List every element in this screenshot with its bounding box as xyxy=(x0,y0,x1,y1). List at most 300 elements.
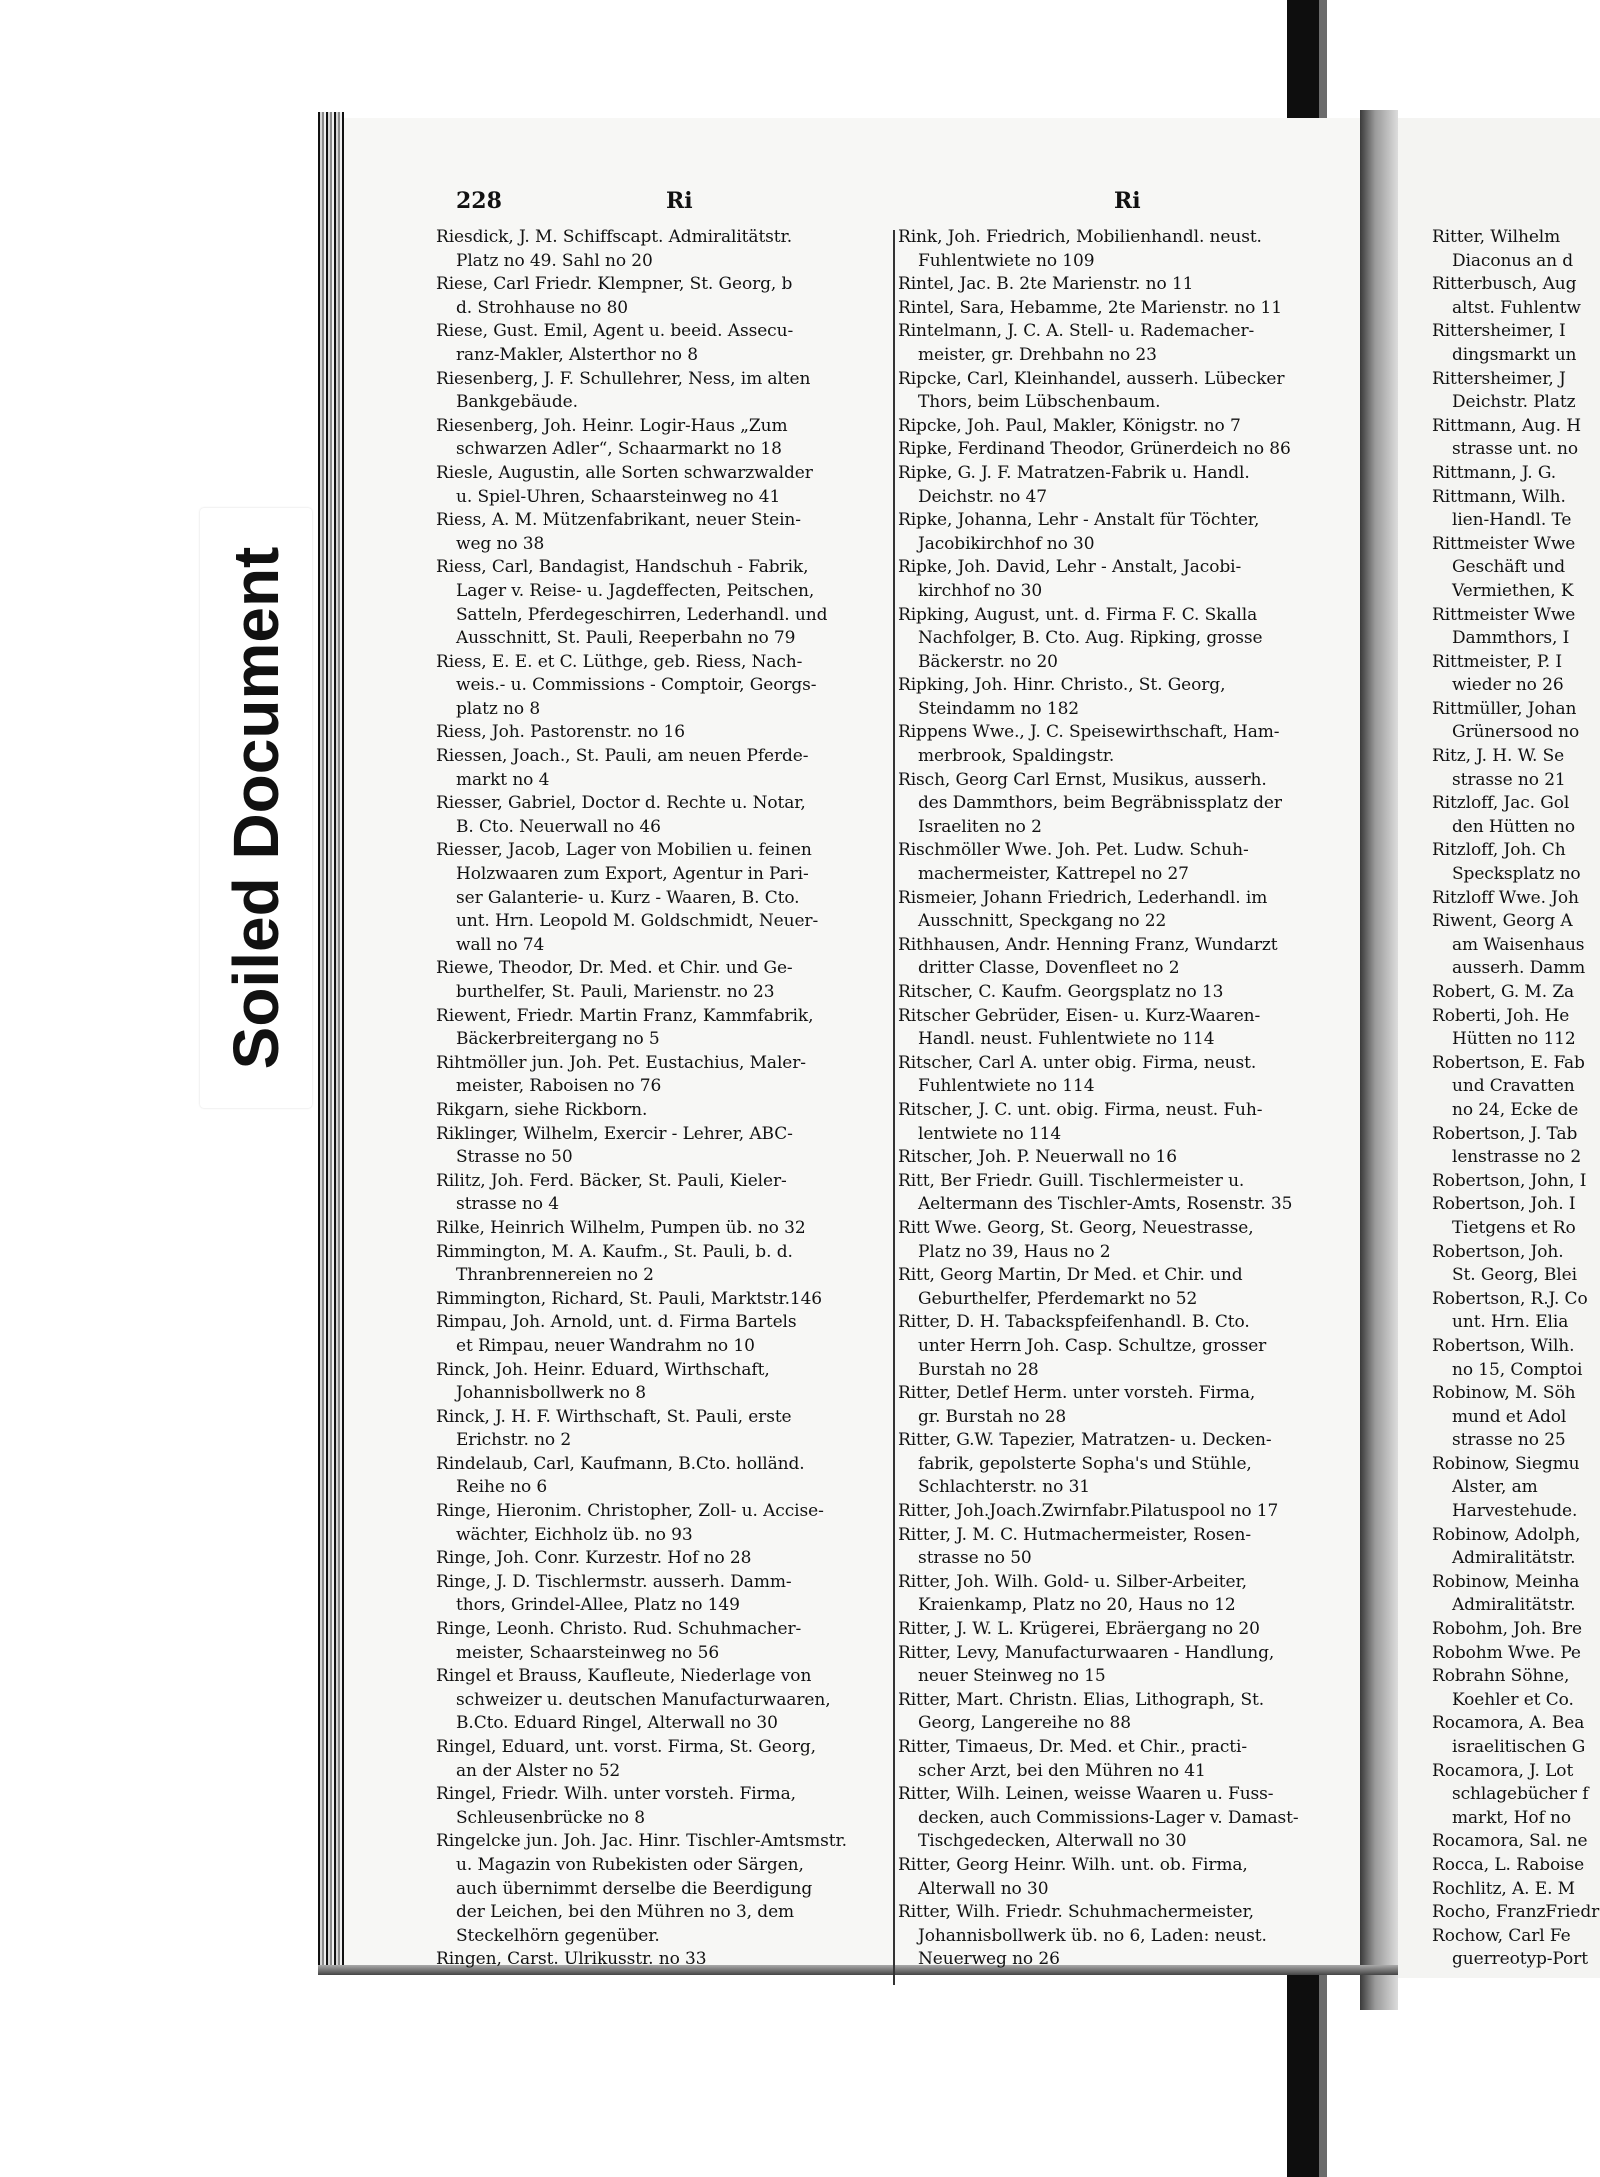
entry-name-line: Rintel, Jac. B. 2te Marienstr. no 11 xyxy=(898,274,1194,295)
entry-name-line: Ripke, Johanna, Lehr - Anstalt für Töchter, xyxy=(898,510,1260,531)
soiled-document-stamp xyxy=(200,508,312,1108)
entry-continuation-line: Bäckerbreitergang no 5 xyxy=(456,1029,660,1050)
entry-continuation-line: B. Cto. Neuerwall no 46 xyxy=(456,816,661,837)
entry-continuation-line: ranz-Makler, Alsterthor no 8 xyxy=(456,344,698,365)
entry-continuation-line: wächter, Eichholz üb. no 93 xyxy=(456,1524,693,1545)
facing-page-line: Admiralitätstr. xyxy=(1452,1548,1576,1569)
directory-entry xyxy=(898,226,1338,273)
directory-entry xyxy=(898,1500,1338,1524)
directory-entry xyxy=(436,1783,892,1830)
entry-continuation-line: Kraienkamp, Platz no 20, Haus no 12 xyxy=(918,1595,1236,1616)
entry-continuation-line: schwarzen Adler“, Schaarmarkt no 18 xyxy=(456,439,782,460)
entry-continuation-line: Bankgebäude. xyxy=(456,392,578,413)
entry-continuation-line: Thors, beim Lübschenbaum. xyxy=(918,392,1161,413)
facing-page-line: strasse no 25 xyxy=(1452,1430,1566,1451)
entry-name-line: Ritter, Timaeus, Dr. Med. et Chir., practi- xyxy=(898,1737,1247,1757)
facing-page-line: Rittersheimer, I xyxy=(1432,321,1566,342)
entry-continuation-line: Jacobikirchhof no 30 xyxy=(918,533,1095,554)
directory-entry xyxy=(436,1736,892,1783)
facing-page-line: unt. Hrn. Elia xyxy=(1452,1312,1569,1333)
entry-name-line: Rippens Wwe., J. C. Speisewirthschaft, Ham- xyxy=(898,722,1280,743)
facing-page-line: Tietgens et Ro xyxy=(1452,1217,1576,1238)
entry-name-line: Rikgarn, siehe Rickborn. xyxy=(436,1099,648,1120)
directory-entry xyxy=(436,320,892,367)
directory-entry xyxy=(898,1642,1338,1689)
entry-continuation-line: Handl. neust. Fuhlentwiete no 114 xyxy=(918,1029,1215,1050)
facing-page-line: Robertson, E. Fab xyxy=(1432,1052,1585,1073)
entry-continuation-line: Schleusenbrücke no 8 xyxy=(456,1807,645,1828)
facing-page-line: Harvestehude. xyxy=(1452,1501,1578,1522)
directory-entry xyxy=(436,957,892,1004)
directory-entry xyxy=(436,462,892,509)
entry-continuation-line: kirchhof no 30 xyxy=(918,580,1043,601)
entry-name-line: Riesdick, J. M. Schiffscapt. Admiralitätstr. xyxy=(436,227,792,247)
facing-page-line: Rochow, Carl Fe xyxy=(1432,1925,1571,1946)
left-column xyxy=(436,226,892,1972)
directory-entry xyxy=(898,604,1338,675)
directory-entry xyxy=(436,1665,892,1736)
entry-name-line: Rinck, Joh. Heinr. Eduard, Wirthschaft, xyxy=(436,1359,770,1380)
entry-continuation-line: B.Cto. Eduard Ringel, Alterwall no 30 xyxy=(456,1713,778,1734)
entry-name-line: Ritter, Wilh. Leinen, weisse Waaren u. Fuss- xyxy=(898,1784,1274,1805)
facing-page-line: Ritzloff, Joh. Ch xyxy=(1432,840,1566,861)
entry-name-line: Ripke, Ferdinand Theodor, Grünerdeich no 86 xyxy=(898,439,1291,460)
entry-name-line: Rithhausen, Andr. Henning Franz, Wundarzt xyxy=(898,934,1278,955)
directory-entry xyxy=(436,1830,892,1948)
entry-continuation-line: auch übernimmt derselbe die Beerdigung xyxy=(456,1878,813,1899)
entry-name-line: Ripke, G. J. F. Matratzen-Fabrik u. Handl. xyxy=(898,462,1250,483)
facing-page-line: am Waisenhaus xyxy=(1452,934,1585,955)
directory-entry xyxy=(898,273,1338,297)
entry-continuation-line: an der Alster no 52 xyxy=(456,1760,621,1781)
entry-continuation-line: Schlachterstr. no 31 xyxy=(918,1477,1091,1498)
facing-page-line: Specksplatz no xyxy=(1452,864,1581,885)
entry-continuation-line: der Leichen, bei den Mühren no 3, dem xyxy=(456,1902,795,1923)
entry-continuation-line: Lager v. Reise- u. Jagdeffecten, Peitschen, xyxy=(456,580,815,601)
entry-continuation-line: Tischgedecken, Alterwall no 30 xyxy=(918,1831,1187,1852)
entry-name-line: Ringe, Leonh. Christo. Rud. Schuhmacher- xyxy=(436,1619,802,1640)
facing-page-line: Robertson, Wilh. xyxy=(1432,1335,1575,1356)
entry-name-line: Rihtmöller jun. Joh. Pet. Eustachius, Maler- xyxy=(436,1052,806,1073)
entry-name-line: Riess, A. M. Mützenfabrikant, neuer Stein- xyxy=(436,510,801,531)
page-number: 228 xyxy=(456,188,502,214)
facing-page-line: strasse no 21 xyxy=(1452,769,1566,790)
entry-continuation-line: Steindamm no 182 xyxy=(918,698,1080,719)
directory-entry xyxy=(898,1901,1338,1972)
entry-continuation-line: machermeister, Kattrepel no 27 xyxy=(918,864,1189,885)
entry-continuation-line: wall no 74 xyxy=(456,934,545,955)
directory-entry xyxy=(898,415,1338,439)
directory-entry xyxy=(898,1170,1338,1217)
facing-page-line: Admiralitätstr. xyxy=(1452,1595,1576,1616)
directory-entry xyxy=(898,674,1338,721)
entry-name-line: Rindelaub, Carl, Kaufmann, B.Cto. holländ. xyxy=(436,1453,805,1474)
directory-entry xyxy=(436,415,892,462)
entry-continuation-line: Strasse no 50 xyxy=(456,1147,573,1168)
facing-page-line: markt, Hof no xyxy=(1452,1807,1571,1828)
entry-name-line: Riese, Carl Friedr. Klempner, St. Georg, b xyxy=(436,274,793,295)
directory-entry xyxy=(898,509,1338,556)
entry-name-line: Ritscher, C. Kaufm. Georgsplatz no 13 xyxy=(898,982,1224,1002)
entry-continuation-line: Georg, Langereihe no 88 xyxy=(918,1713,1131,1734)
directory-entry xyxy=(898,1217,1338,1264)
directory-entry xyxy=(436,368,892,415)
entry-continuation-line: Steckelhörn gegenüber. xyxy=(456,1925,660,1946)
entry-continuation-line: Nachfolger, B. Cto. Aug. Ripking, grosse xyxy=(918,628,1263,649)
entry-continuation-line: strasse no 50 xyxy=(918,1548,1032,1569)
directory-entry xyxy=(436,792,892,839)
facing-page-line: Diaconus an d xyxy=(1452,250,1574,271)
directory-entry xyxy=(898,438,1338,462)
entry-continuation-line: Ausschnitt, St. Pauli, Reeperbahn no 79 xyxy=(456,628,796,649)
entry-name-line: Riess, Joh. Pastorenstr. no 16 xyxy=(436,722,685,743)
book-gutter xyxy=(1360,110,1398,2010)
directory-entry xyxy=(436,556,892,650)
entry-continuation-line: Deichstr. no 47 xyxy=(918,486,1047,507)
entry-continuation-line: strasse no 4 xyxy=(456,1194,559,1215)
entry-name-line: Rimpau, Joh. Arnold, unt. d. Firma Bartels xyxy=(436,1312,797,1333)
entry-name-line: Ritscher Gebrüder, Eisen- u. Kurz-Waaren- xyxy=(898,1005,1261,1026)
entry-name-line: Rintel, Sara, Hebamme, 2te Marienstr. no 11 xyxy=(898,297,1282,318)
entry-name-line: Ringelcke jun. Joh. Jac. Hinr. Tischler-Amtsmstr. xyxy=(436,1831,847,1852)
facing-page-line: Alster, am xyxy=(1452,1477,1538,1498)
page-header xyxy=(456,188,1336,222)
directory-entry xyxy=(436,1005,892,1052)
entry-name-line: Ringe, J. D. Tischlermstr. ausserh. Damm- xyxy=(436,1571,792,1592)
entry-continuation-line: Aeltermann des Tischler-Amts, Rosenstr. 35 xyxy=(918,1194,1293,1215)
entry-continuation-line: Ausschnitt, Speckgang no 22 xyxy=(918,911,1167,932)
facing-page-line: wieder no 26 xyxy=(1452,675,1564,696)
directory-entry xyxy=(898,1736,1338,1783)
entry-name-line: Riesenberg, Joh. Heinr. Logir-Haus „Zum xyxy=(436,415,788,436)
entry-name-line: Rintelmann, J. C. A. Stell- u. Rademacher- xyxy=(898,321,1255,342)
directory-entry xyxy=(898,1099,1338,1146)
entry-name-line: Ritter, Joh. Wilh. Gold- u. Silber-Arbeiter, xyxy=(898,1571,1247,1592)
directory-entry xyxy=(898,1311,1338,1382)
facing-page-line: Riwent, Georg A xyxy=(1432,911,1573,932)
facing-page-line: Rocamora, A. Bea xyxy=(1432,1713,1585,1734)
directory-entry xyxy=(898,462,1338,509)
facing-page-line: Robrahn Söhne, xyxy=(1432,1666,1570,1687)
entry-continuation-line: Erichstr. no 2 xyxy=(456,1430,572,1451)
entry-name-line: Ripcke, Carl, Kleinhandel, ausserh. Lübecker xyxy=(898,368,1285,389)
entry-continuation-line: merbrook, Spaldingstr. xyxy=(918,746,1115,767)
entry-name-line: Ripcke, Joh. Paul, Makler, Königstr. no 7 xyxy=(898,415,1241,436)
running-head-left: Ri xyxy=(666,188,693,214)
entry-name-line: Ritt, Georg Martin, Dr Med. et Chir. und xyxy=(898,1265,1243,1286)
facing-page-line: altst. Fuhlentw xyxy=(1452,297,1581,318)
entry-name-line: Ripking, Joh. Hinr. Christo., St. Georg, xyxy=(898,675,1226,696)
facing-page-line: Rittmann, Aug. H xyxy=(1432,415,1582,436)
entry-continuation-line: Holzwaaren zum Export, Agentur in Pari- xyxy=(456,864,809,885)
directory-entry xyxy=(436,1288,892,1312)
entry-name-line: Ritscher, Carl A. unter obig. Firma, neust. xyxy=(898,1052,1257,1073)
directory-entry xyxy=(898,1005,1338,1052)
directory-entry xyxy=(436,1500,892,1547)
facing-page-line: Robinow, Siegmu xyxy=(1432,1453,1580,1474)
directory-entry xyxy=(898,1571,1338,1618)
entry-name-line: Ritter, J. M. C. Hutmachermeister, Rosen- xyxy=(898,1524,1251,1545)
facing-page-line: dingsmarkt un xyxy=(1452,344,1577,365)
entry-name-line: Ringel, Friedr. Wilh. unter vorsteh. Firma, xyxy=(436,1784,796,1805)
entry-name-line: Ringel, Eduard, unt. vorst. Firma, St. Georg, xyxy=(436,1737,816,1757)
facing-page-line: israelitischen G xyxy=(1452,1737,1586,1757)
entry-continuation-line: Alterwall no 30 xyxy=(918,1878,1049,1899)
directory-entry xyxy=(436,273,892,320)
entry-name-line: Ritter, Joh.Joach.Zwirnfabr.Pilatuspool no 17 xyxy=(898,1501,1279,1522)
facing-page-line: St. Georg, Blei xyxy=(1452,1265,1577,1286)
entry-name-line: Riklinger, Wilhelm, Exercir - Lehrer, ABC- xyxy=(436,1123,793,1144)
entry-name-line: Riewent, Friedr. Martin Franz, Kammfabrik, xyxy=(436,1005,814,1026)
entry-continuation-line: lentwiete no 114 xyxy=(918,1123,1062,1144)
directory-entry xyxy=(436,1618,892,1665)
entry-continuation-line: Israeliten no 2 xyxy=(918,816,1042,837)
facing-page-line: no 15, Comptoi xyxy=(1452,1359,1583,1380)
facing-page-line: Robohm Wwe. Pe xyxy=(1432,1642,1581,1663)
facing-page-line: Grünersood no xyxy=(1452,722,1580,743)
directory-entry xyxy=(436,1217,892,1241)
facing-page-line: Ritzloff Wwe. Joh xyxy=(1432,887,1579,908)
entry-name-line: Riesle, Augustin, alle Sorten schwarzwalder xyxy=(436,462,813,483)
entry-continuation-line: Platz no 39, Haus no 2 xyxy=(918,1241,1111,1262)
directory-entry xyxy=(436,1052,892,1099)
facing-page-line: Koehler et Co. xyxy=(1452,1689,1574,1710)
entry-continuation-line: decken, auch Commissions-Lager v. Damast- xyxy=(918,1807,1299,1828)
entry-continuation-line: u. Spiel-Uhren, Schaarsteinweg no 41 xyxy=(456,486,781,507)
entry-continuation-line: unter Herrn Joh. Casp. Schultze, grosser xyxy=(918,1335,1267,1356)
facing-page-line: Ritzloff, Jac. Gol xyxy=(1432,793,1570,814)
directory-entry xyxy=(436,839,892,957)
entry-name-line: Riess, E. E. et C. Lüthge, geb. Riess, Nach- xyxy=(436,651,803,672)
facing-page-line: Ritterbusch, Aug xyxy=(1432,274,1577,295)
directory-entry xyxy=(898,981,1338,1005)
entry-continuation-line: Burstah no 28 xyxy=(918,1359,1039,1380)
entry-name-line: Ritter, J. W. L. Krügerei, Ebräergang no 20 xyxy=(898,1619,1260,1640)
entry-continuation-line: Johannisbollwerk üb. no 6, Laden: neust. xyxy=(918,1925,1267,1946)
entry-continuation-line: Fuhlentwiete no 114 xyxy=(918,1076,1095,1097)
facing-page-line: guerreotyp-Port xyxy=(1452,1949,1588,1970)
directory-entry xyxy=(436,651,892,722)
entry-continuation-line: Thranbrennereien no 2 xyxy=(456,1265,654,1286)
entry-continuation-line: burthelfer, St. Pauli, Marienstr. no 23 xyxy=(456,982,775,1002)
entry-continuation-line: unt. Hrn. Leopold M. Goldschmidt, Neuer- xyxy=(456,911,819,932)
directory-entry xyxy=(436,1406,892,1453)
entry-name-line: Ripke, Joh. David, Lehr - Anstalt, Jacobi- xyxy=(898,557,1242,578)
entry-name-line: Ritter, Wilh. Friedr. Schuhmachermeister, xyxy=(898,1902,1254,1923)
stamp-label: Soiled Document xyxy=(220,546,292,1070)
directory-entry xyxy=(898,297,1338,321)
running-head-right: Ri xyxy=(1114,188,1141,214)
entry-name-line: Ritter, Levy, Manufacturwaaren - Handlung, xyxy=(898,1642,1275,1663)
facing-page-column xyxy=(1432,226,1600,1972)
directory-entry xyxy=(436,1359,892,1406)
entry-continuation-line: Satteln, Pferdegeschirren, Lederhandl. und xyxy=(456,604,828,625)
entry-continuation-line: markt no 4 xyxy=(456,769,550,790)
entry-continuation-line: Neuerweg no 26 xyxy=(918,1949,1060,1970)
directory-entry xyxy=(436,745,892,792)
entry-continuation-line: et Rimpau, neuer Wandrahm no 10 xyxy=(456,1335,755,1356)
facing-page-line: Robert, G. M. Za xyxy=(1432,982,1575,1002)
facing-page-line: Roberti, Joh. He xyxy=(1432,1005,1570,1026)
facing-page-line: Robinow, M. Söh xyxy=(1432,1383,1576,1404)
column-divider xyxy=(893,230,895,1985)
directory-entry xyxy=(898,1524,1338,1571)
facing-page-line: mund et Adol xyxy=(1452,1406,1567,1427)
entry-name-line: Riese, Gust. Emil, Agent u. beeid. Assecu- xyxy=(436,321,794,342)
facing-page-line: Robertson, John, I xyxy=(1432,1170,1587,1191)
entry-name-line: Rilke, Heinrich Wilhelm, Pumpen üb. no 32 xyxy=(436,1217,806,1238)
directory-entry xyxy=(436,1170,892,1217)
entry-name-line: Ringel et Brauss, Kaufleute, Niederlage von xyxy=(436,1666,812,1687)
entry-continuation-line: thors, Grindel-Allee, Platz no 149 xyxy=(456,1595,740,1616)
entry-continuation-line: schweizer u. deutschen Manufacturwaaren, xyxy=(456,1689,831,1710)
entry-continuation-line: scher Arzt, bei den Mühren no 41 xyxy=(918,1760,1206,1781)
facing-page-line: Rittmeister Wwe xyxy=(1432,533,1576,554)
facing-page-line: und Cravatten xyxy=(1452,1076,1575,1097)
facing-page-line: Ritter, Wilhelm xyxy=(1432,227,1561,247)
book-page-edges xyxy=(318,112,344,1972)
entry-name-line: Riewe, Theodor, Dr. Med. et Chir. und Ge- xyxy=(436,958,793,979)
facing-page-line: Robertson, Joh. I xyxy=(1432,1194,1576,1215)
entry-name-line: Ripking, August, unt. d. Firma F. C. Skalla xyxy=(898,604,1258,625)
directory-entry xyxy=(436,1453,892,1500)
facing-page-line: Rittersheimer, J xyxy=(1432,368,1566,389)
entry-name-line: Ritscher, J. C. unt. obig. Firma, neust. Fuh- xyxy=(898,1099,1263,1120)
facing-page-line: Rocamora, Sal. ne xyxy=(1432,1831,1588,1852)
entry-name-line: Ritter, Mart. Christn. Elias, Lithograph, St. xyxy=(898,1689,1265,1710)
facing-page-line: den Hütten no xyxy=(1452,816,1576,837)
facing-page-line: Geschäft und xyxy=(1452,557,1566,578)
entry-continuation-line: dritter Classe, Dovenfleet no 2 xyxy=(918,958,1180,979)
facing-page-line: Rocca, L. Raboise xyxy=(1432,1854,1585,1875)
directory-entry xyxy=(898,1264,1338,1311)
entry-continuation-line: fabrik, gepolsterte Sopha's und Stühle, xyxy=(918,1453,1252,1474)
facing-page-line: Rittmüller, Johan xyxy=(1432,698,1577,719)
facing-page-line: Robinow, Meinha xyxy=(1432,1571,1580,1592)
facing-page-line: strasse unt. no xyxy=(1452,439,1578,460)
entry-name-line: Riesser, Gabriel, Doctor d. Rechte u. Notar, xyxy=(436,793,806,814)
facing-page-line: lenstrasse no 2 xyxy=(1452,1147,1582,1168)
facing-page-line: no 24, Ecke de xyxy=(1452,1099,1579,1120)
facing-page-line: Rittmeister Wwe xyxy=(1432,604,1576,625)
entry-continuation-line: des Dammthors, beim Begräbnissplatz der xyxy=(918,793,1282,814)
entry-continuation-line: Johannisbollwerk no 8 xyxy=(456,1383,646,1404)
directory-entry xyxy=(898,1382,1338,1429)
entry-continuation-line: platz no 8 xyxy=(456,698,541,719)
entry-name-line: Ritter, D. H. Tabackspfeifenhandl. B. Cto. xyxy=(898,1312,1250,1333)
facing-page-line: Hütten no 112 xyxy=(1452,1029,1576,1050)
entry-name-line: Ringen, Carst. Ulrikusstr. no 33 xyxy=(436,1949,707,1970)
entry-continuation-line: Bäckerstr. no 20 xyxy=(918,651,1058,672)
directory-entry xyxy=(436,1123,892,1170)
directory-entry xyxy=(898,769,1338,840)
directory-entry xyxy=(436,226,892,273)
entry-continuation-line: u. Magazin von Rubekisten oder Särgen, xyxy=(456,1854,804,1875)
facing-page-line: Robinow, Adolph, xyxy=(1432,1524,1581,1545)
facing-page-line: Robertson, J. Tab xyxy=(1432,1123,1578,1144)
entry-continuation-line: weis.- u. Commissions - Comptoir, Georgs- xyxy=(456,675,817,696)
facing-page-line: Robertson, R.J. Co xyxy=(1432,1288,1588,1309)
directory-entry xyxy=(898,1618,1338,1642)
entry-continuation-line: ser Galanterie- u. Kurz - Waaren, B. Cto. xyxy=(456,887,800,908)
entry-continuation-line: Platz no 49. Sahl no 20 xyxy=(456,250,653,271)
entry-continuation-line: meister, gr. Drehbahn no 23 xyxy=(918,344,1157,365)
entry-name-line: Riesenberg, J. F. Schullehrer, Ness, im alten xyxy=(436,368,811,389)
facing-page-line: Rocho, FranzFriedr xyxy=(1432,1902,1600,1923)
facing-page-line: Robertson, Joh. xyxy=(1432,1241,1564,1262)
directory-entry xyxy=(436,721,892,745)
entry-name-line: Rischmöller Wwe. Joh. Pet. Ludw. Schuh- xyxy=(898,840,1249,861)
facing-page-line: Dammthors, I xyxy=(1452,628,1570,649)
entry-name-line: Ringe, Hieronim. Christopher, Zoll- u. Accise- xyxy=(436,1501,824,1522)
entry-name-line: Rink, Joh. Friedrich, Mobilienhandl. neust. xyxy=(898,227,1262,247)
entry-name-line: Risch, Georg Carl Ernst, Musikus, ausserh. xyxy=(898,769,1267,790)
right-column xyxy=(898,226,1338,1972)
entry-name-line: Ritter, G.W. Tapezier, Matratzen- u. Decken- xyxy=(898,1430,1272,1451)
directory-entry xyxy=(436,1311,892,1358)
entry-name-line: Ritter, Detlef Herm. unter vorsteh. Firma, xyxy=(898,1383,1256,1404)
entry-name-line: Ritter, Georg Heinr. Wilh. unt. ob. Firma, xyxy=(898,1854,1248,1875)
directory-entry xyxy=(898,1429,1338,1500)
entry-continuation-line: meister, Schaarsteinweg no 56 xyxy=(456,1642,720,1663)
directory-entry xyxy=(436,1948,892,1972)
directory-entry xyxy=(898,721,1338,768)
entry-name-line: Rinck, J. H. F. Wirthschaft, St. Pauli, erste xyxy=(436,1406,792,1427)
facing-page-line: Deichstr. Platz xyxy=(1452,392,1576,413)
facing-page-line: Rittmann, J. G. xyxy=(1432,462,1557,483)
facing-page-line: ausserh. Damm xyxy=(1452,958,1586,979)
directory-entry xyxy=(436,1099,892,1123)
entry-continuation-line: weg no 38 xyxy=(456,533,545,554)
directory-entry xyxy=(898,1783,1338,1854)
entry-name-line: Ritt, Ber Friedr. Guill. Tischlermeister u. xyxy=(898,1170,1245,1191)
directory-entry xyxy=(898,887,1338,934)
entry-name-line: Rimmington, M. A. Kaufm., St. Pauli, b. d. xyxy=(436,1241,793,1262)
entry-continuation-line: Fuhlentwiete no 109 xyxy=(918,250,1095,271)
entry-name-line: Rismeier, Johann Friedrich, Lederhandl. im xyxy=(898,887,1268,908)
entry-continuation-line: Reihe no 6 xyxy=(456,1477,548,1498)
entry-name-line: Riesser, Jacob, Lager von Mobilien u. feinen xyxy=(436,840,812,861)
facing-page-line: Rittmeister, P. I xyxy=(1432,651,1563,672)
directory-entry xyxy=(436,1571,892,1618)
facing-page-line: Rochlitz, A. E. M xyxy=(1432,1878,1575,1899)
facing-page-line: Vermiethen, K xyxy=(1452,580,1574,601)
directory-entry xyxy=(898,1052,1338,1099)
directory-entry xyxy=(898,1146,1338,1170)
entry-name-line: Ritt Wwe. Georg, St. Georg, Neuestrasse, xyxy=(898,1217,1254,1238)
entry-continuation-line: neuer Steinweg no 15 xyxy=(918,1666,1106,1687)
entry-name-line: Riess, Carl, Bandagist, Handschuh - Fabrik, xyxy=(436,557,809,578)
facing-page-line: Rittmann, Wilh. xyxy=(1432,486,1566,507)
directory-entry xyxy=(898,1854,1338,1901)
entry-name-line: Riessen, Joach., St. Pauli, am neuen Pferde- xyxy=(436,746,809,767)
entry-continuation-line: meister, Raboisen no 76 xyxy=(456,1076,662,1097)
directory-entry xyxy=(898,934,1338,981)
entry-continuation-line: Geburthelfer, Pferdemarkt no 52 xyxy=(918,1288,1198,1309)
entry-continuation-line: d. Strohhause no 80 xyxy=(456,297,629,318)
directory-entry xyxy=(898,556,1338,603)
directory-entry xyxy=(898,368,1338,415)
facing-page-line: schlagebücher f xyxy=(1452,1784,1589,1805)
directory-entry xyxy=(436,1547,892,1571)
entry-name-line: Rimmington, Richard, St. Pauli, Marktstr.146 xyxy=(436,1288,823,1309)
facing-page-line: lien-Handl. Te xyxy=(1452,510,1572,531)
directory-entry xyxy=(898,839,1338,886)
entry-name-line: Ritscher, Joh. P. Neuerwall no 16 xyxy=(898,1147,1177,1168)
directory-entry xyxy=(436,509,892,556)
facing-page-line: Rocamora, J. Lot xyxy=(1432,1760,1574,1781)
entry-name-line: Ringe, Joh. Conr. Kurzestr. Hof no 28 xyxy=(436,1548,752,1569)
